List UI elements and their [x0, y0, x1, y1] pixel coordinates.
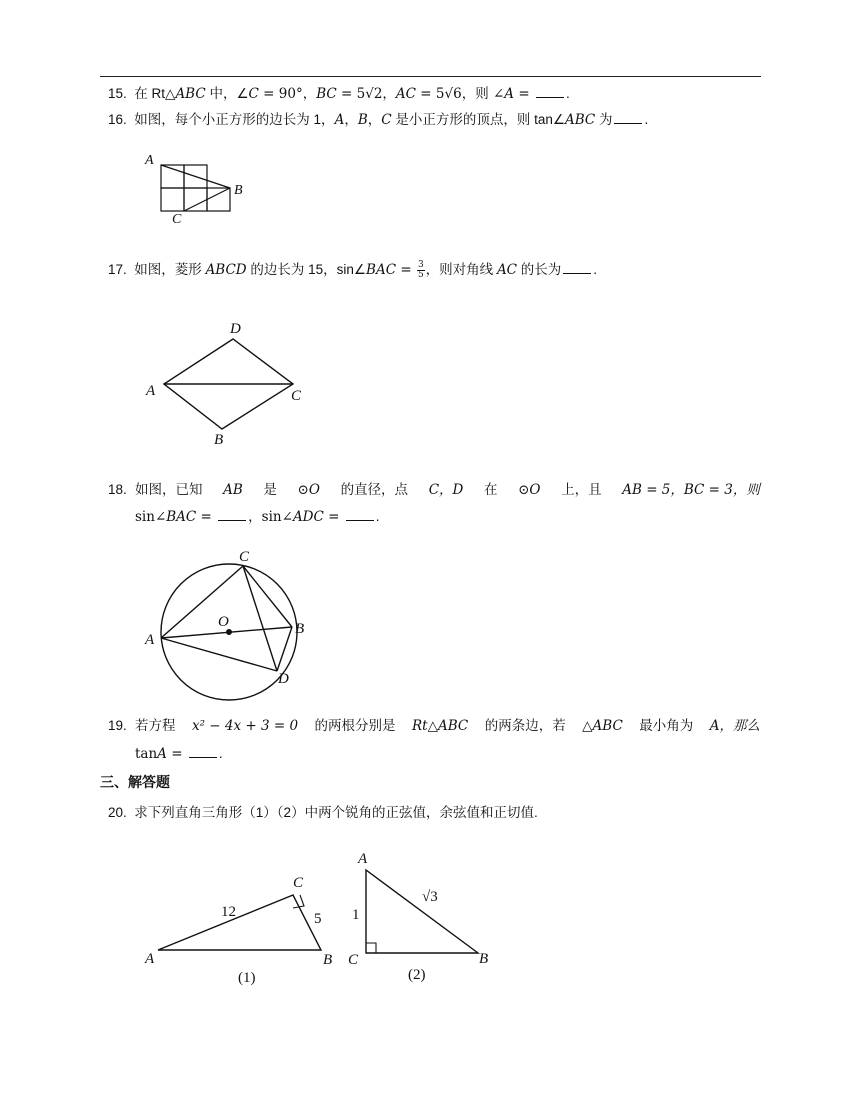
triangle-abc-2 [366, 870, 478, 953]
label-c: C [239, 549, 250, 565]
chord-cd [243, 566, 277, 671]
label-a: A [146, 383, 156, 399]
question-number: 15. [108, 86, 127, 101]
question-number: 17. [108, 262, 127, 277]
answer-blank[interactable] [563, 261, 591, 274]
label-b: B [295, 621, 305, 637]
label-b: B [234, 183, 243, 198]
answer-blank[interactable] [536, 85, 564, 98]
label-b: B [214, 432, 224, 448]
figure-caption-1: (1) [238, 970, 256, 986]
label-c: C [293, 875, 304, 891]
segment-ab [161, 165, 230, 188]
label-a: A [145, 632, 155, 648]
side-ac-length: 12 [221, 904, 236, 920]
circle-figure [140, 545, 320, 700]
right-angle-mark [366, 943, 376, 953]
side-ac-length: 1 [352, 907, 360, 923]
question-number: 16. [108, 112, 127, 127]
question-18-line2: sin∠BAC = ，sin∠ADC = . [135, 509, 380, 525]
question-20: 20. 求下列直角三角形（1）（2）中两个锐角的正弦值，余弦值和正切值. [108, 805, 538, 820]
fraction: $\frac{3}{5}$ [417, 259, 424, 280]
label-c: C [291, 388, 302, 404]
label-c: C [348, 952, 359, 968]
question-number: 20. [108, 805, 127, 820]
grid-squares [161, 165, 230, 211]
side-bc-length: 5 [314, 911, 322, 927]
question-18-number: 18. [108, 482, 127, 497]
chord-ad [161, 638, 277, 671]
triangle-abc-1 [158, 895, 321, 950]
answer-blank[interactable] [614, 111, 642, 124]
label-a: A [145, 153, 154, 168]
answer-blank[interactable] [346, 508, 374, 521]
label-b: B [323, 952, 333, 968]
question-17: 17. 如图，菱形 ABCD 的边长为 15，sin∠BAC = $\frac{3}{5}$ ，则对角线 AC 的长为 . [108, 259, 598, 280]
question-15: 15. 在 Rt△ABC 中，∠C = 90°，BC = 5√2，AC = 5√6，则 ∠A = . [108, 86, 570, 102]
label-a: A [145, 951, 155, 967]
header-rule [100, 76, 761, 77]
triangle-figure-1 [140, 865, 340, 990]
rhombus-figure [140, 315, 320, 450]
section-heading: 三、解答题 [100, 774, 170, 790]
answer-blank[interactable] [218, 508, 246, 521]
label-d: D [278, 671, 289, 687]
question-16: 16. 如图，每个小正方形的边长为 1，A，B，C 是小正方形的顶点，则 tan∠ABC 为 . [108, 112, 649, 128]
figure-caption-2: (2) [408, 967, 426, 983]
side-ab-length: √3 [422, 889, 438, 905]
answer-blank[interactable] [189, 745, 217, 758]
question-19-line1: 若方程 x² − 4x + 3 = 0 的两根分别是 Rt△ABC 的两条边，若 △ABC 最小角为 A，那么 [135, 718, 760, 734]
label-b: B [479, 951, 489, 967]
chord-bd [277, 627, 292, 671]
label-o: O [218, 614, 229, 630]
chord-ac [161, 566, 243, 638]
question-19-number: 19. [108, 718, 127, 733]
triangle-figure-2 [345, 848, 505, 993]
grid-figure [140, 145, 260, 230]
label-a: A [358, 851, 368, 867]
question-18-line1: 如图，已知 AB 是 ⊙O 的直径，点 C，D 在 ⊙O 上，且 AB = 5，BC = 3，则 [135, 482, 760, 498]
question-19-line2: tanA = . [135, 746, 223, 762]
label-c: C [172, 212, 182, 227]
label-d: D [230, 321, 241, 337]
